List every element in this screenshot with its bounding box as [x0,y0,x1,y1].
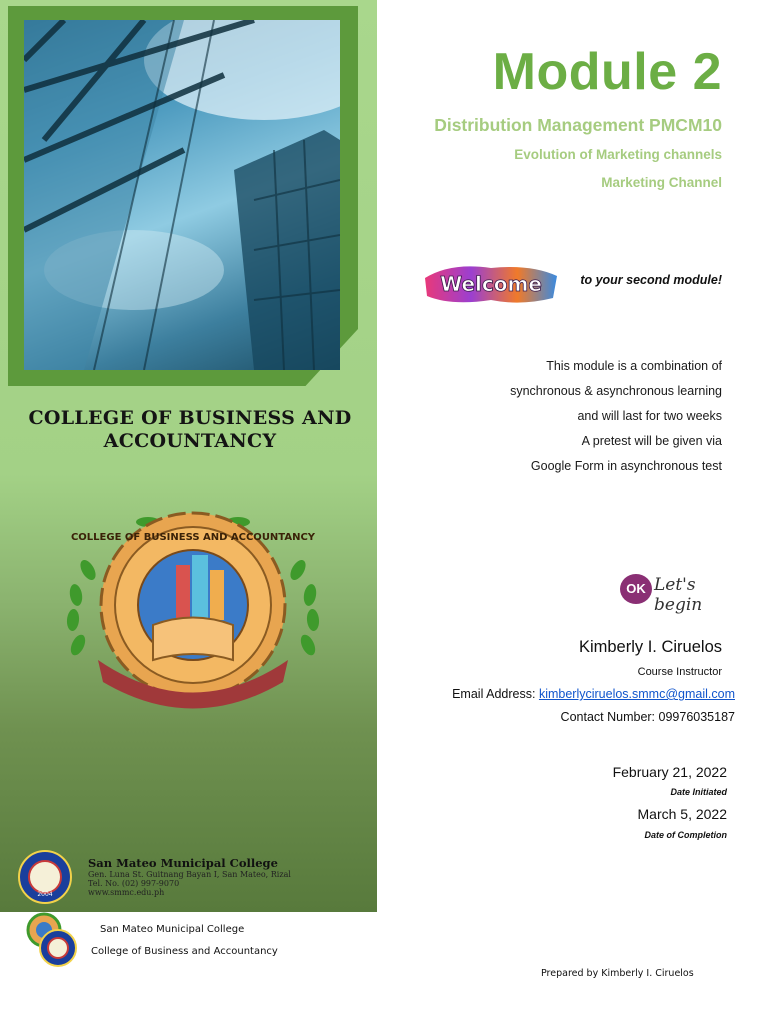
welcome-badge-text: Welcome [440,272,542,296]
prepared-by: Prepared by Kimberly I. Ciruelos [541,968,694,979]
smmc-seal-icon [12,850,78,904]
email-link[interactable]: kimberlyciruelos.smmc@gmail.com [538,687,735,701]
instructor-role: Course Instructor [637,666,722,678]
school-tel: Tel. No. (02) 997-9070 [88,879,180,888]
college-title: COLLEGE OF BUSINESS AND ACCOUNTANCY [28,407,352,452]
date-initiated: February 21, 2022 [612,764,727,780]
description-line: Google Form in asynchronous test [530,459,722,473]
welcome-badge [421,260,561,308]
school-address: Gen. Luna St. Guitnang Bayan I, San Mateo, Rizal [88,870,291,879]
email-label: Email Address: [452,687,539,701]
topic-2: Marketing Channel [601,175,722,190]
date-initiated-label: Date Initiated [670,787,727,797]
school-name: San Mateo Municipal College [88,856,278,870]
footer-college-name: College of Business and Accountancy [91,946,278,957]
instructor-name: Kimberly I. Ciruelos [578,638,722,656]
subject-title: Distribution Management PMCM10 [434,115,722,135]
school-web: www.smmc.edu.ph [88,888,165,897]
glass-building-illustration [24,20,340,370]
contact-label: Contact Number: [560,710,659,724]
lets-begin-badge [620,572,740,615]
description-line: and will last for two weeks [577,409,722,423]
footer-school-name: San Mateo Municipal College [100,924,245,935]
description-line: This module is a combination of [546,359,722,373]
footer-seals-icon [24,912,80,968]
topic-1: Evolution of Marketing channels [514,147,722,162]
contact-line [561,710,735,724]
date-completion-label: Date of Completion [644,830,727,840]
welcome-tagline: to your second module! [580,273,722,287]
description-line: A pretest will be given via [581,434,722,448]
emblem-text: COLLEGE OF BUSINESS AND ACCOUNTANCY [70,532,316,543]
date-completion: March 5, 2022 [637,806,727,822]
lets-begin-text: Let's begin [654,575,703,615]
contact-number: 09976035187 [658,710,735,724]
ok-icon: OK [620,574,652,604]
seal-year: 2004 [37,891,53,898]
college-emblem [58,510,328,720]
module-title: Module 2 [492,43,722,101]
email-line [452,687,735,701]
description-line: synchronous & asynchronous learning [510,384,722,398]
building-photo [24,20,340,370]
